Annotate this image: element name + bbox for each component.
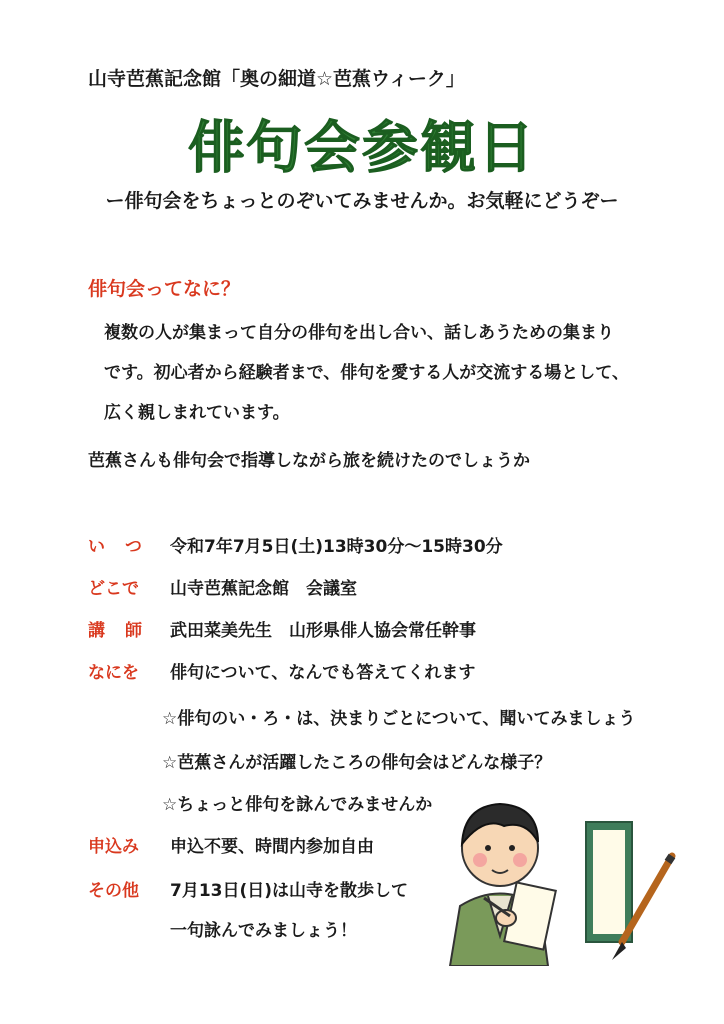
- description-line: 複数の人が集まって自分の俳句を出し合い、話しあうための集まり: [104, 323, 614, 343]
- what-item: ☆芭蕉さんが活躍したころの俳句会はどんな様子？: [162, 753, 552, 773]
- subtitle: ー俳句会をちょっとのぞいてみませんか。お気軽にどうぞー: [105, 190, 619, 212]
- what-label: なにを: [88, 663, 139, 683]
- what-item: ☆俳句のい・ろ・は、決まりごとについて、聞いてみましょう: [162, 709, 636, 729]
- other-line: 一句詠んでみましょう！: [170, 921, 357, 941]
- other-line: 7月13日(日)は山寺を散歩して: [170, 881, 409, 901]
- what-is-heading: 俳句会ってなに？: [88, 278, 241, 300]
- lecturer-value: 武田菜美先生 山形県俳人協会常任幹事: [170, 621, 476, 641]
- other-label: その他: [88, 881, 139, 901]
- apply-label: 申込み: [88, 837, 139, 857]
- what-item: ☆ちょっと俳句を詠んでみませんか: [162, 795, 433, 815]
- basho-note: 芭蕉さんも俳句会で指導しながら旅を続けたのでしょうか: [88, 451, 530, 471]
- event-header: 山寺芭蕉記念館「奥の細道☆芭蕉ウィーク」: [88, 68, 465, 90]
- man-writing-haiku-with-brush-icon: [440, 786, 690, 966]
- what-value: 俳句について、なんでも答えてくれます: [170, 663, 476, 683]
- apply-value: 申込不要、時間内参加自由: [170, 837, 374, 857]
- where-value: 山寺芭蕉記念館 会議室: [170, 579, 357, 599]
- description-line: 広く親しまれています。: [104, 403, 290, 423]
- lecturer-label: 講師: [88, 621, 162, 641]
- description-line: です。初心者から経験者まで、俳句を愛する人が交流する場として、: [104, 363, 629, 383]
- page-title: 俳句会参観日: [188, 116, 536, 181]
- where-label: どこで: [88, 579, 139, 599]
- when-value: 令和7年7月5日(土)13時30分～15時30分: [170, 537, 503, 557]
- when-label: いつ: [88, 537, 162, 557]
